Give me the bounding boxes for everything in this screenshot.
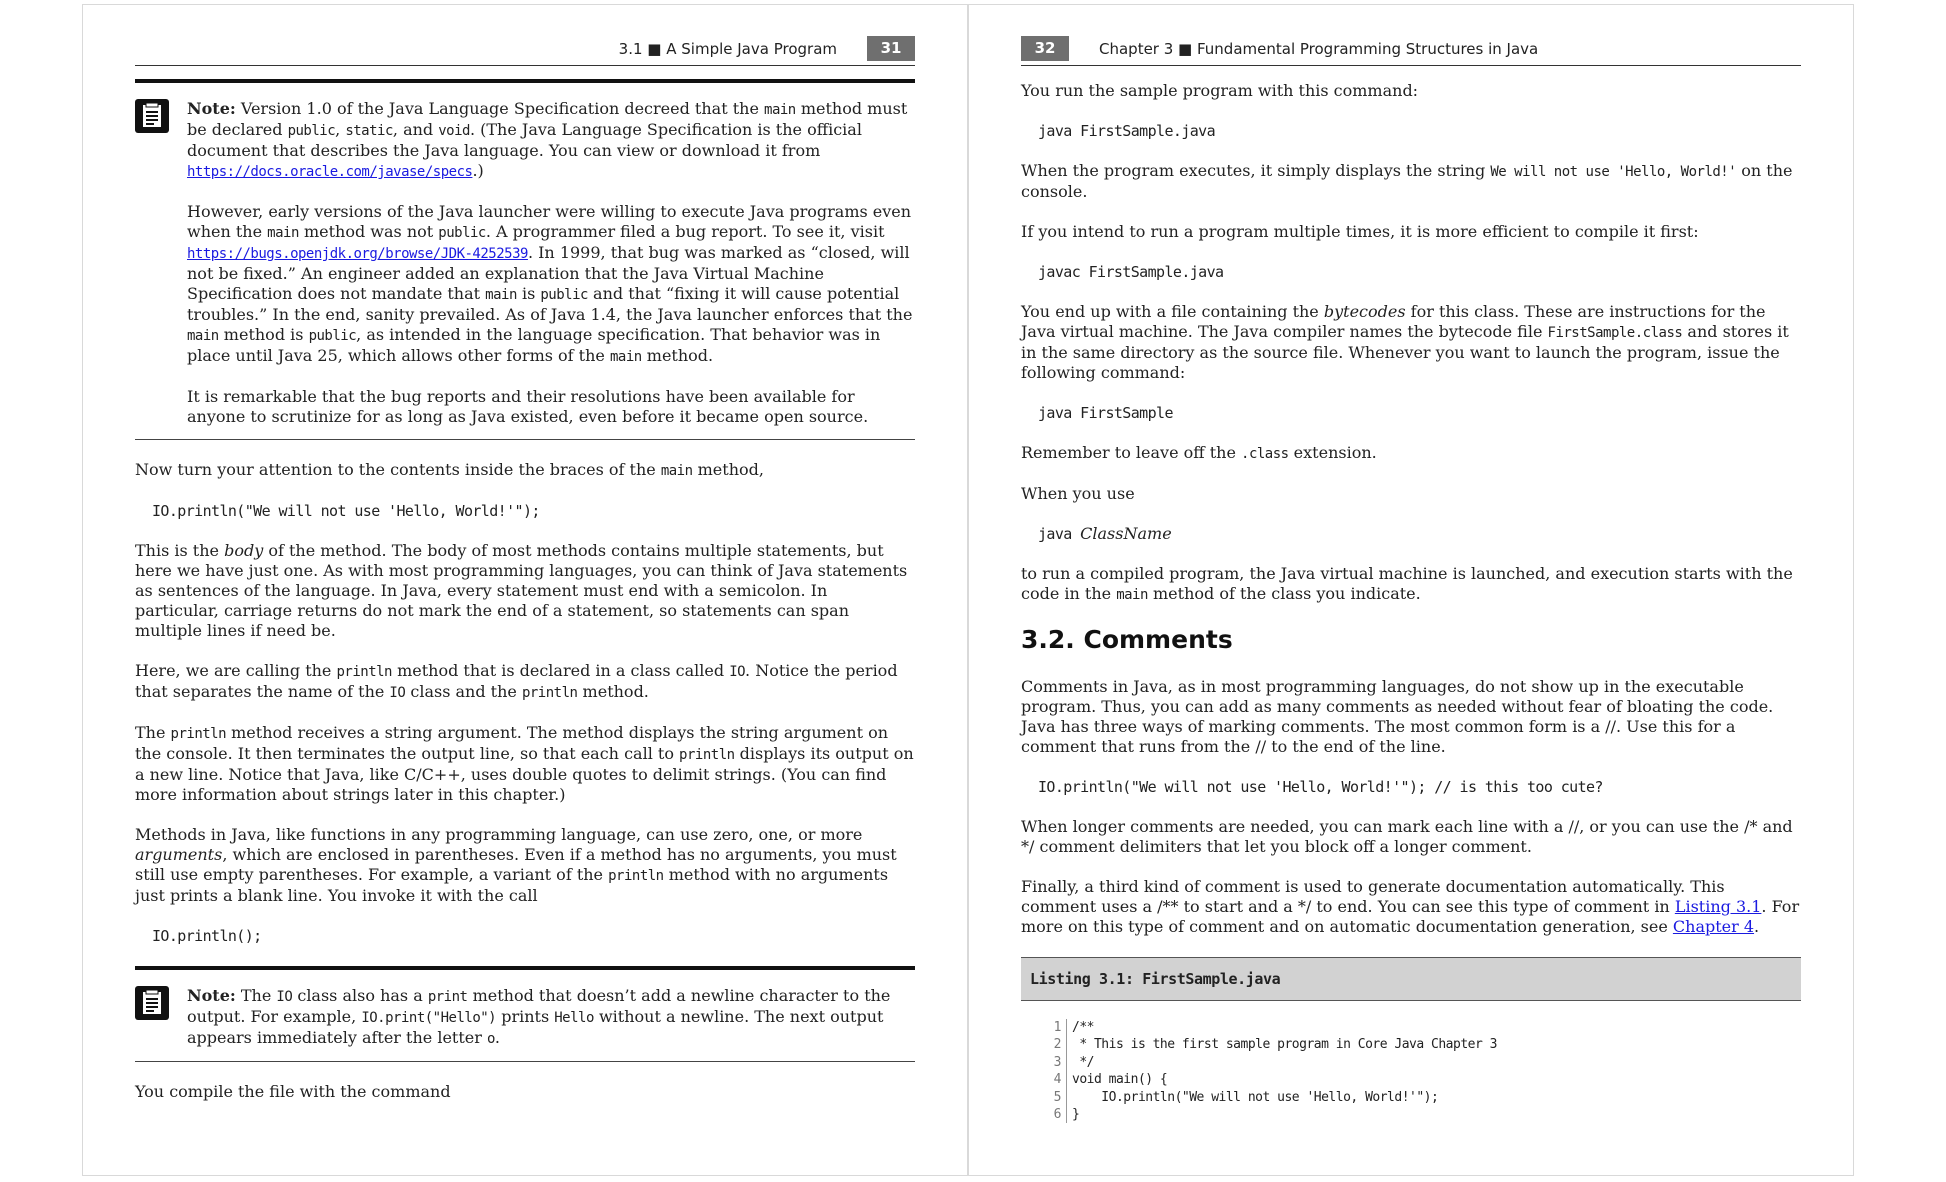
line-number: 2 [1021, 1036, 1067, 1053]
code-snippet: IO.println("We will not use 'Hello, World!'"); // is this too cute? [1038, 778, 1603, 796]
page-number: 31 [867, 36, 915, 61]
listing-line [1021, 1019, 1801, 1036]
line-number: 4 [1021, 1071, 1067, 1088]
paragraph: When you use [1021, 484, 1135, 503]
right-page [1021, 5, 1801, 1175]
line-code: * This is the first sample program in Core Java Chapter 3 [1072, 1037, 1497, 1053]
listing-line [1021, 1106, 1801, 1123]
code-snippet: IO.println("We will not use 'Hello, World!'"); [152, 502, 540, 520]
note-box [135, 79, 915, 440]
paragraph: Comments in Java, as in most programming languages, do not show up in the executable program. Thus, you can add as many comments as needed without fear of bloating the code. Java has three ways of marking comments. The most common form is a //. Use this for a comment that runs from the // to the end of the line. [1021, 677, 1774, 756]
paragraph: Remember to leave off the .class extension. [1021, 443, 1377, 462]
paragraph: Methods in Java, like functions in any programming language, can use zero, one, or more arguments, which are enclosed in parentheses. Even if a method has no arguments, you must still use empty parentheses. For example, a variant of the println method with no arguments just prints a blank line. You invoke it with the call [135, 825, 897, 905]
note-paragraph: It is remarkable that the bug reports and their resolutions have been available for anyone to scrutinize for as long as Java existed, even before it became open source. [187, 387, 869, 426]
code-snippet: java ClassName [1038, 524, 1172, 543]
oracle-specs-link[interactable]: https://docs.oracle.com/javase/specs [187, 164, 473, 180]
section-heading: 3.2. Comments [1021, 625, 1233, 654]
note-paragraph: However, early versions of the Java launcher were willing to execute Java programs even when the main method was not public. A programmer filed a bug report. To see it, visit https://bugs.openjdk.org/browse/JDK-4252539. In 1999, that bug was marked as “closed, will not be fixed.” An engineer added an explanation that the Java Virtual Machine Specification does not mandate that main is public and that “fixing it will cause potential troubles.” In the end, sanity prevailed. As of Java 1.4, the Java launcher enforces that the main method is public, as intended in the language specification. That behavior was in place until Java 25, which allows other forms of the main method. [187, 202, 913, 365]
line-number: 5 [1021, 1089, 1067, 1106]
paragraph: Now turn your attention to the contents inside the braces of the main method, [135, 460, 764, 479]
note-icon [135, 99, 169, 133]
listing-line [1021, 1071, 1801, 1088]
note-icon [135, 986, 169, 1020]
listing-3-1-link[interactable]: Listing 3.1 [1674, 897, 1762, 916]
right-page-body [1021, 81, 1801, 1123]
paragraph: to run a compiled program, the Java virtual machine is launched, and execution starts with the code in the main method of the class you indicate. [1021, 564, 1793, 603]
paragraph: You end up with a file containing the bytecodes for this class. These are instructions for the Java virtual machine. The Java compiler names the bytecode file FirstSample.class and stores it in the same directory as the source file. Whenever you want to launch the program, issue the following command: [1021, 302, 1789, 382]
paragraph: You run the sample program with this command: [1021, 81, 1419, 100]
running-header [135, 33, 915, 66]
line-number: 3 [1021, 1054, 1067, 1071]
code-snippet: javac FirstSample.java [1038, 263, 1224, 281]
running-header [1021, 33, 1801, 66]
page-gutter [967, 5, 969, 1175]
jdk-bug-link[interactable]: https://bugs.openjdk.org/browse/JDK-4252539 [187, 246, 528, 262]
running-head-title: 3.1 ■ A Simple Java Program [618, 40, 837, 58]
line-code: */ [1072, 1054, 1094, 1070]
chapter-4-link[interactable]: Chapter 4 [1672, 917, 1755, 936]
paragraph: When the program executes, it simply displays the string We will not use 'Hello, World!' on the console. [1021, 161, 1793, 201]
code-snippet: java FirstSample [1038, 404, 1173, 422]
page-number: 32 [1021, 36, 1069, 61]
listing-line [1021, 1054, 1801, 1071]
line-code: } [1072, 1107, 1080, 1123]
line-code: IO.println("We will not use 'Hello, World!'"); [1072, 1089, 1439, 1105]
paragraph: Here, we are calling the println method that is declared in a class called IO. Notice the period that separates the name of the IO class and the println method. [135, 661, 898, 701]
running-head-title: Chapter 3 ■ Fundamental Programming Structures in Java [1099, 40, 1539, 58]
code-snippet: java FirstSample.java [1038, 122, 1216, 140]
line-code: void main() { [1072, 1072, 1168, 1088]
line-code: /** [1072, 1020, 1094, 1035]
line-number: 6 [1021, 1106, 1067, 1123]
code-listing [1021, 1019, 1801, 1123]
code-snippet: IO.println(); [152, 927, 262, 945]
listing-line [1021, 1036, 1801, 1053]
note-box [135, 966, 915, 1062]
paragraph: If you intend to run a program multiple times, it is more efficient to compile it first: [1021, 222, 1699, 241]
book-spread [82, 4, 1854, 1176]
left-page-body [135, 79, 915, 1122]
note-paragraph: Note: Version 1.0 of the Java Language Specification decreed that the main method must be declared public, static, and void. (The Java Language Specification is the official document that describes the Java language. You can view or download it from https://docs.oracle.com/javase/specs.) [187, 99, 908, 180]
listing-title: Listing 3.1: FirstSample.java [1021, 957, 1801, 1001]
paragraph: This is the body of the method. The body of most methods contains multiple statements, but here we have just one. As with most programming languages, you can think of Java statements as sentences of the language. In Java, every statement must end with a semicolon. In particular, carriage returns do not mark the end of a statement, so statements can span multiple lines if need be. [135, 541, 908, 640]
paragraph: Finally, a third kind of comment is used to generate documentation automatically. This comment uses a /** to start and a */ to end. You can see this type of comment in Listing 3.1. For more on this type of comment and on automatic documentation generation, see Chapter 4. [1021, 877, 1800, 936]
paragraph: When longer comments are needed, you can mark each line with a //, or you can use the /* and */ comment delimiters that let you block off a longer comment. [1021, 817, 1793, 856]
paragraph: You compile the file with the command [135, 1082, 451, 1101]
paragraph: The println method receives a string argument. The method displays the string argument on the console. It then terminates the output line, so that each call to println displays its output on a new line. Notice that Java, like C/C++, uses double quotes to delimit strings. (You can find more information about strings later in this chapter.) [135, 723, 914, 804]
left-page [135, 5, 915, 1175]
listing-line [1021, 1089, 1801, 1106]
note-label: Note: [187, 99, 236, 118]
note-label: Note: [187, 986, 236, 1005]
line-number: 1 [1021, 1019, 1067, 1036]
note-paragraph: Note: The IO class also has a print method that doesn’t add a newline character to the output. For example, IO.print("Hello") prints Hello without a newline. The next output appears immediately after the letter o. [187, 986, 891, 1047]
